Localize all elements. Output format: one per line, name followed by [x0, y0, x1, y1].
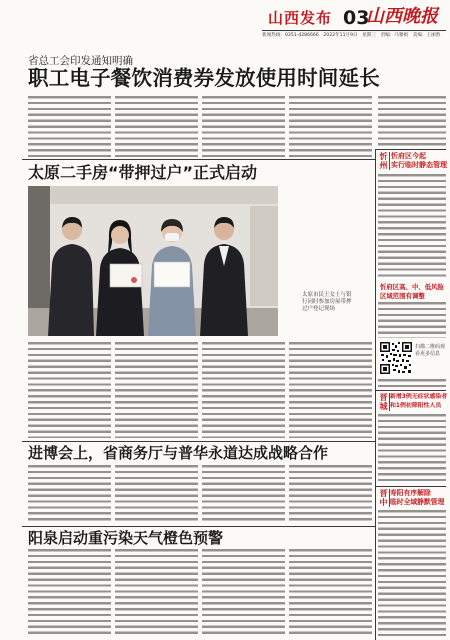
body-text-column: [28, 465, 111, 523]
column-divider: [375, 149, 376, 640]
body-text-column: [289, 549, 372, 637]
section-divider: [22, 441, 375, 442]
body-text-column: [378, 414, 446, 485]
article-headline: 阳泉启动重污染天气橙色预警: [28, 529, 224, 547]
article-body: [28, 96, 372, 157]
article-body: [28, 465, 372, 523]
body-text-column: [115, 342, 198, 438]
headline-line: 和1例初筛阳性人员: [390, 402, 442, 409]
masthead-info: 新闻热线：0351-4286666 2022年11月9日 星期三 责编：马雅娟 美编：王丽然: [262, 33, 441, 38]
newspaper-logo: 山西晚报: [366, 6, 438, 27]
region-tag-jincheng: 晋城: [379, 393, 388, 411]
article-headline: 进博会上，省商务厅与普华永道达成战略合作: [28, 444, 329, 462]
article-headline: 太原二手房“带押过户”正式启动: [28, 163, 258, 182]
sidebar-headline: [390, 489, 444, 507]
region-tag-jinzhong: 晋中: [379, 489, 388, 507]
article-body: [28, 342, 372, 438]
sidebar-headline: [390, 393, 447, 410]
headline-line: 区域范围有调整: [380, 291, 425, 300]
body-text-column: [378, 96, 446, 146]
article-kicker: 省总工会印发通知明确: [28, 55, 133, 67]
body-text-column: [378, 174, 446, 280]
news-photo: [28, 186, 278, 336]
section-divider: [22, 159, 375, 160]
body-text-column: [378, 510, 446, 637]
sidebar-headline: [380, 283, 444, 300]
photo-caption: 太原市民王女士与银行同时参加房屋带押过户登记现场: [302, 292, 352, 312]
headline-line: 忻府区高、中、低风险: [380, 283, 444, 291]
qr-code: [379, 341, 413, 375]
body-text-column: [202, 96, 285, 157]
sidebar-divider: [375, 149, 446, 150]
body-text-column: [289, 465, 372, 523]
body-text-column: [289, 342, 372, 438]
article-body: [28, 549, 372, 637]
body-text-column: [28, 549, 111, 637]
headline-line: 忻府区今起: [391, 152, 426, 160]
sidebar-divider: [375, 390, 446, 391]
headline-line: 新增3例无症状感染者: [390, 394, 448, 400]
body-text-column: [28, 96, 111, 157]
section-title: 山西发布: [268, 9, 333, 27]
qr-caption: 扫描二维码观看更多信息: [415, 344, 446, 357]
article-headline: 职工电子餐饮消费券发放使用时间延长: [28, 66, 380, 90]
certificate: [110, 264, 142, 287]
body-text-column: [202, 465, 285, 523]
region-tag-xinzhou: 忻州: [379, 152, 388, 170]
body-text-column: [115, 549, 198, 637]
face-mask: [165, 233, 179, 241]
body-text-column: [202, 342, 285, 438]
headline-line: 实行临时静态管理: [391, 161, 447, 169]
page-number: 03: [343, 7, 370, 29]
body-text-column: [115, 465, 198, 523]
body-text-column: [115, 96, 198, 157]
masthead-rule: [262, 30, 446, 31]
body-text-column: [289, 96, 372, 157]
body-text-column: [378, 379, 446, 388]
sidebar-divider: [375, 486, 446, 487]
headline-line: 寿阳有序解除: [390, 489, 431, 497]
sidebar-headline: [391, 152, 447, 170]
headline-line: 临时全域静默管理: [390, 498, 445, 506]
body-text-column: [28, 342, 111, 438]
body-text-column: [202, 549, 285, 637]
photo-ceiling: [50, 186, 278, 204]
certificate: [154, 262, 190, 287]
body-text-column: [378, 302, 446, 338]
photo-panel: [250, 206, 278, 306]
section-divider: [22, 526, 375, 527]
